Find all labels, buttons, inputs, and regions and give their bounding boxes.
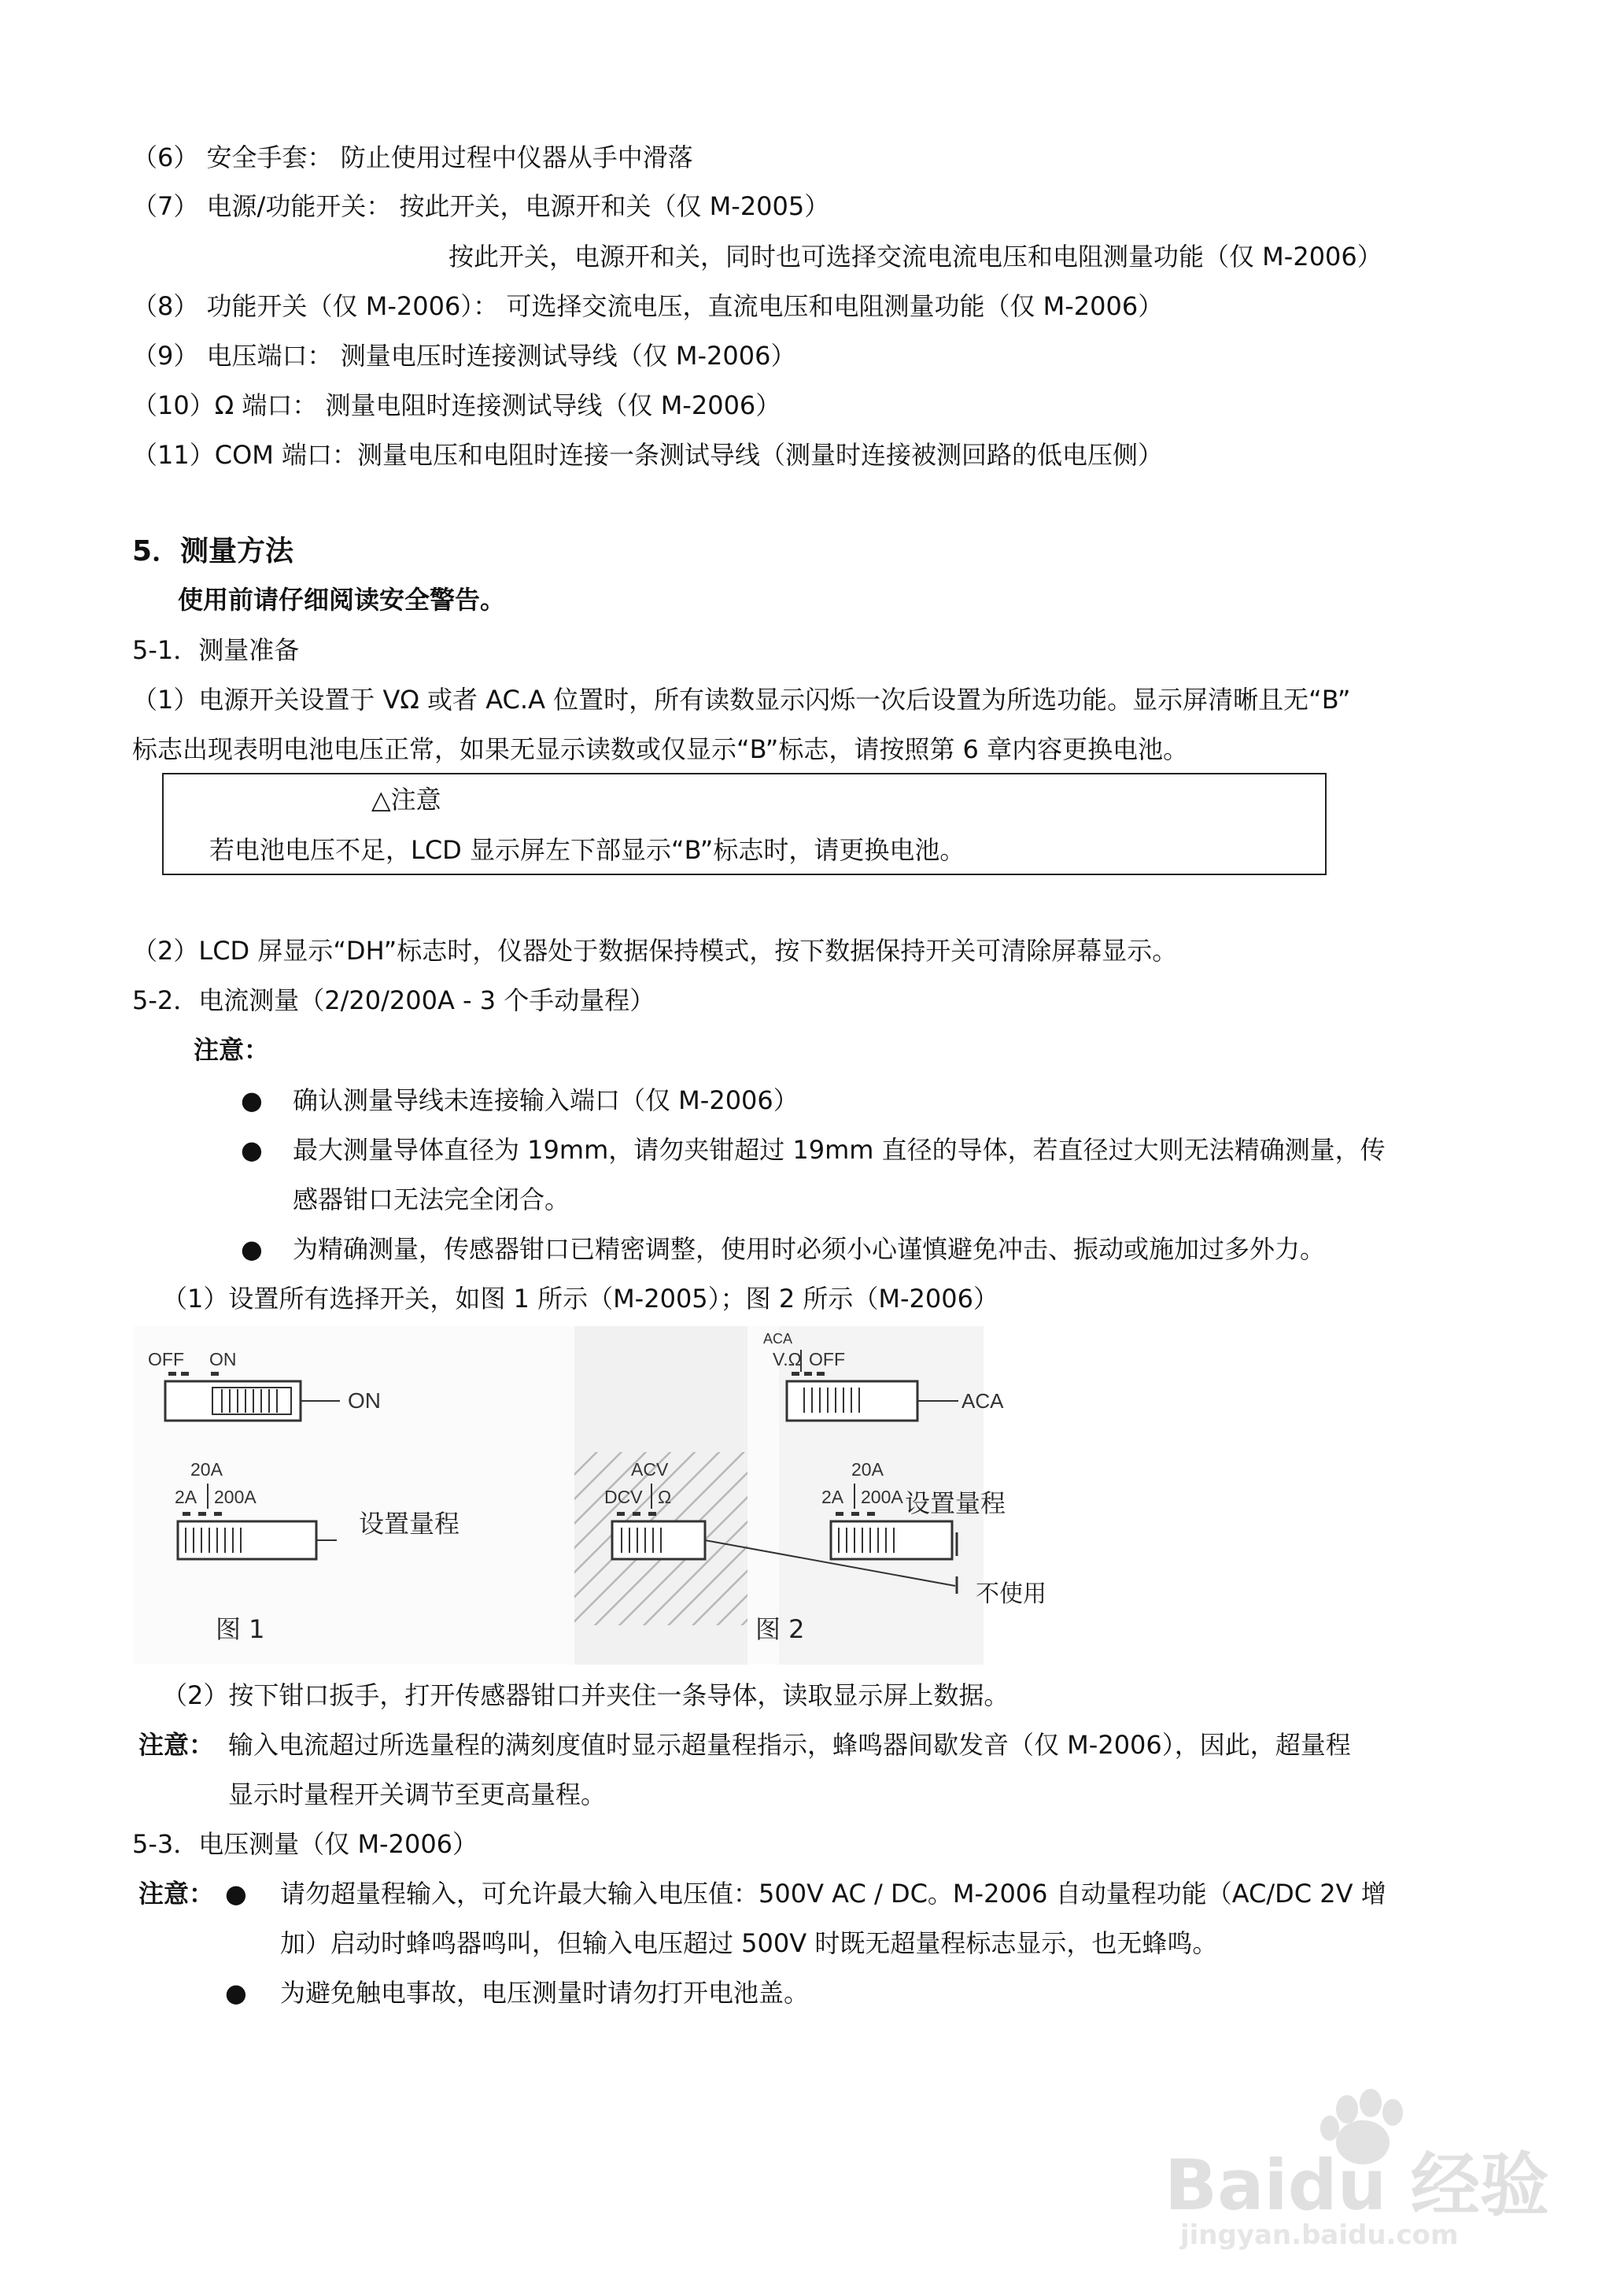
fig2-set-range-label: 设置量程 xyxy=(905,1488,1006,1518)
fig2-2a-label: 2A xyxy=(821,1487,844,1507)
fig1-20a-label: 20A xyxy=(190,1459,223,1480)
caution-title: △注意 xyxy=(371,785,441,815)
s52-step-1: （1）设置所有选择开关，如图 1 所示（M-2005）；图 2 所示（M-2006） xyxy=(162,1284,998,1314)
s51-paragraph-1a: （1）电源开关设置于 VΩ 或者 AC.A 位置时，所有读数显示闪烁一次后设置为所选功能。显示屏清晰且无“B” xyxy=(132,685,1351,715)
s53-bullet-1-continued: 加）启动时蜂鸣器鸣叫，但输入电压超过 500V 时既无超量程标志显示，也无蜂鸣。 xyxy=(280,1928,1218,1958)
fig2-function-switch xyxy=(612,1521,705,1559)
fig1-2a-label: 2A xyxy=(175,1487,197,1507)
fig2-range-switch xyxy=(831,1521,952,1559)
s53-bullet-2: 为避免触电事故，电压测量时请勿打开电池盖。 xyxy=(280,1978,810,2008)
fig2-20a-label: 20A xyxy=(851,1459,884,1480)
fig1-200a-label: 200A xyxy=(214,1487,257,1507)
subsection-5-2-title: 5-2．电流测量（2/20/200A - 3 个手动量程） xyxy=(132,985,655,1015)
part-10: （10）Ω 端口： 测量电阻时连接测试导线（仅 M-2006） xyxy=(132,390,781,420)
section-heading: 5．测量方法 xyxy=(132,535,294,567)
watermark-url: jingyan.baidu.com xyxy=(1180,2219,1459,2251)
fig1-range-switch xyxy=(178,1521,316,1559)
fig1-off-label: OFF xyxy=(148,1349,184,1369)
fig2-ohm-label: Ω xyxy=(658,1487,672,1507)
s52-bullet-2: 最大测量导体直径为 19mm，请勿夹钳超过 19mm 直径的导体，若直径过大则无法精确测量，传 xyxy=(293,1135,1386,1165)
fig2-off-label: OFF xyxy=(809,1349,845,1369)
s51-paragraph-1b: 标志出现表明电池电压正常，如果无显示读数或仅显示“B”标志，请按照第 6 章内容更换电池。 xyxy=(132,734,1189,764)
fig1-on-pointer-label: ON xyxy=(348,1388,381,1413)
s52-bullet-2-continued: 感器钳口无法完全闭合。 xyxy=(293,1184,570,1214)
part-9: （9） 电压端口： 测量电压时连接测试导线（仅 M-2006） xyxy=(132,341,796,371)
fig2-dcv-label: DCV xyxy=(604,1487,643,1507)
part-6: （6） 安全手套： 防止使用过程中仪器从手中滑落 xyxy=(132,142,693,172)
s52-bullet-3: 为精确测量，传感器钳口已精密调整，使用时必须小心谨慎避免冲击、振动或施加过多外力。 xyxy=(293,1234,1326,1264)
safety-intro: 使用前请仔细阅读安全警告。 xyxy=(178,585,506,615)
part-7-continued: 按此开关，电源开和关，同时也可选择交流电流电压和电阻测量功能（仅 M-2006） xyxy=(448,242,1382,272)
s51-paragraph-2: （2）LCD 屏显示“DH”标志时，仪器处于数据保持模式，按下数据保持开关可清除屏幕显示。 xyxy=(132,936,1178,966)
fig2-caption: 图 2 xyxy=(755,1614,805,1644)
bullet-icon: ● xyxy=(225,1879,247,1909)
fig2-aca-top-label: ACA xyxy=(763,1331,793,1347)
fig2-vohm-label: V.Ω xyxy=(773,1349,802,1369)
s53-bullet-1: 请勿超量程输入，可允许最大输入电压值：500V AC / DC。M-2006 自动量程功能（AC/DC 2V 增 xyxy=(280,1879,1386,1909)
s52-bullet-1: 确认测量导线未连接输入端口（仅 M-2006） xyxy=(293,1085,799,1115)
bullet-icon: ● xyxy=(225,1978,247,2008)
fig1-set-range-label: 设置量程 xyxy=(359,1509,460,1539)
s52-note2-line-a: 输入电流超过所选量程的满刻度值时显示超量程指示，蜂鸣器间歇发音（仅 M-2006），因此，超量程 xyxy=(228,1730,1351,1760)
fig1-caption: 图 1 xyxy=(216,1614,265,1644)
bullet-icon: ● xyxy=(241,1085,263,1115)
s52-note2-label: 注意： xyxy=(138,1730,215,1760)
baidu-watermark xyxy=(1164,2086,1589,2251)
bullet-icon: ● xyxy=(241,1135,263,1165)
subsection-5-3-title: 5-3．电压测量（仅 M-2006） xyxy=(132,1829,478,1859)
part-7: （7） 电源/功能开关： 按此开关，电源开和关（仅 M-2005） xyxy=(132,191,830,221)
s52-step-2: （2）按下钳口扳手，打开传感器钳口并夹住一条导体，读取显示屏上数据。 xyxy=(162,1680,1009,1710)
fig1-on-label: ON xyxy=(209,1349,237,1369)
part-8: （8） 功能开关（仅 M-2006）： 可选择交流电压，直流电压和电阻测量功能（仅 M-2006） xyxy=(132,291,1164,321)
s52-note2-line-b: 显示时量程开关调节至更高量程。 xyxy=(228,1779,607,1809)
caution-text: 若电池电压不足，LCD 显示屏左下部显示“B”标志时，请更换电池。 xyxy=(209,835,965,865)
switch-figure xyxy=(134,1326,1046,1665)
part-11: （11）COM 端口：测量电压和电阻时连接一条测试导线（测量时连接被测回路的低电压侧） xyxy=(132,440,1164,470)
s53-note-label: 注意： xyxy=(138,1879,215,1909)
fig2-not-used-label: 不使用 xyxy=(976,1580,1046,1608)
fig2-acv-label: ACV xyxy=(631,1459,669,1480)
watermark-logo-text: Baidu 经验 xyxy=(1164,2145,1549,2226)
s52-note-label: 注意： xyxy=(194,1035,270,1065)
subsection-5-1-title: 5-1．测量准备 xyxy=(132,635,300,665)
bullet-icon: ● xyxy=(241,1234,263,1264)
switch-diagram xyxy=(134,1326,1046,1665)
fig2-aca-pointer-label: ACA xyxy=(961,1389,1004,1413)
fig2-200a-label: 200A xyxy=(861,1487,903,1507)
